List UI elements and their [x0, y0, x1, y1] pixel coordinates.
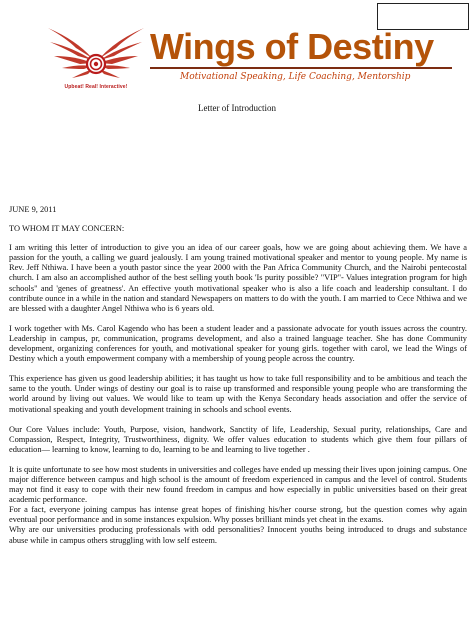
letter-body: [9, 205, 467, 546]
brand-divider: [150, 67, 452, 69]
brand-subtitle: Motivational Speaking, Life Coaching, Mentorship: [180, 72, 411, 82]
brand-title: Wings of Destiny: [150, 26, 434, 67]
letter-paragraph: Why are our universities producing professionals with odd personalities? Innocent youths being introduced to drugs and substance abuse while in campus others struggling with low self esteem.: [9, 525, 467, 545]
letter-paragraph: Our Core Values include: Youth, Purpose, vision, handwork, Sanctity of life, Leadership, Sexual purity, relationships, Care and Compassion, Respect, Integrity, Trustworthiness, dignity. We offer values education to students which give them four pillars of education— learning to know, learning to do, learning to be and learning to live together .: [9, 424, 467, 454]
letter-paragraph: I am writing this letter of introduction to give you an idea of our career goals, how we are going about achieving them. We have a passion for the youth, a calling we guard jealously. I am young trained motivational speaker and mentor to young people. My name is Rev. Jeff Nthiwa. I have been a youth pastor since the year 2000 with the Pan Africa Community Church, and the Nairobi pentecostal church. I am also an accomplished author of the best selling youth book 'Is purity possible? "VIP"- Values integration program for high schools" and 'genes of greatness'. An effective youth motivational speaker who is also a life coach and leadership consultant. I do contribute ounce in a while in the nation and standard Newspapers on matters to do with the youth. I am married to Cece Nthiwa and we are blessed with a daughter Angel Nthiwa who is 6 years old.: [9, 243, 467, 313]
document-heading: Letter of Introduction: [198, 103, 276, 113]
letter-salutation: TO WHOM IT MAY CONCERN:: [9, 224, 125, 234]
logo-tagline: Upbeat! Real! Interactive!: [64, 84, 128, 90]
letter-date: JUNE 9, 2011: [9, 205, 57, 214]
letter-paragraph: For a fact, everyone joining campus has intense great hopes of finishing his/her course strong, but the question comes why again eventual poor performance and in some instances expulsion. Why posses brilliant minds yet cheat in the exams.: [9, 505, 467, 525]
letter-paragraph: This experience has given us good leadership abilities; it has taught us how to take full responsibility and to be ambitious and teach the same to the youth. Under wings of destiny our goal is to raise up transformed and responsible young people who are transforming the world around by living out values. We would like to team up with the Kenya Secondary heads association and offer the service of motivational speaking and youth development training in schools and school events.: [9, 374, 467, 414]
letter-paragraph: I work together with Ms. Carol Kagendo who has been a student leader and a passionate advocate for youth issues across the country. Leadership in campus, pr, communication, programs development, and also a trained language teacher. She has done Community development, organizing conferences for youth, and motivational speaker for young girls. together with carol, we lead the Wings of Destiny which a youth empowerment company with a membership of young people across the country.: [9, 323, 467, 364]
letter-paragraph: It is quite unfortunate to see how most students in universities and colleges have ended up messing their lives upon joining campus. One major difference between campus and high school is the amount of freedom experienced in campus and the level of control. Students may not find it easy to cope with their new found freedom in campus and how especially in public universities based on their great academic performance.: [9, 464, 467, 505]
